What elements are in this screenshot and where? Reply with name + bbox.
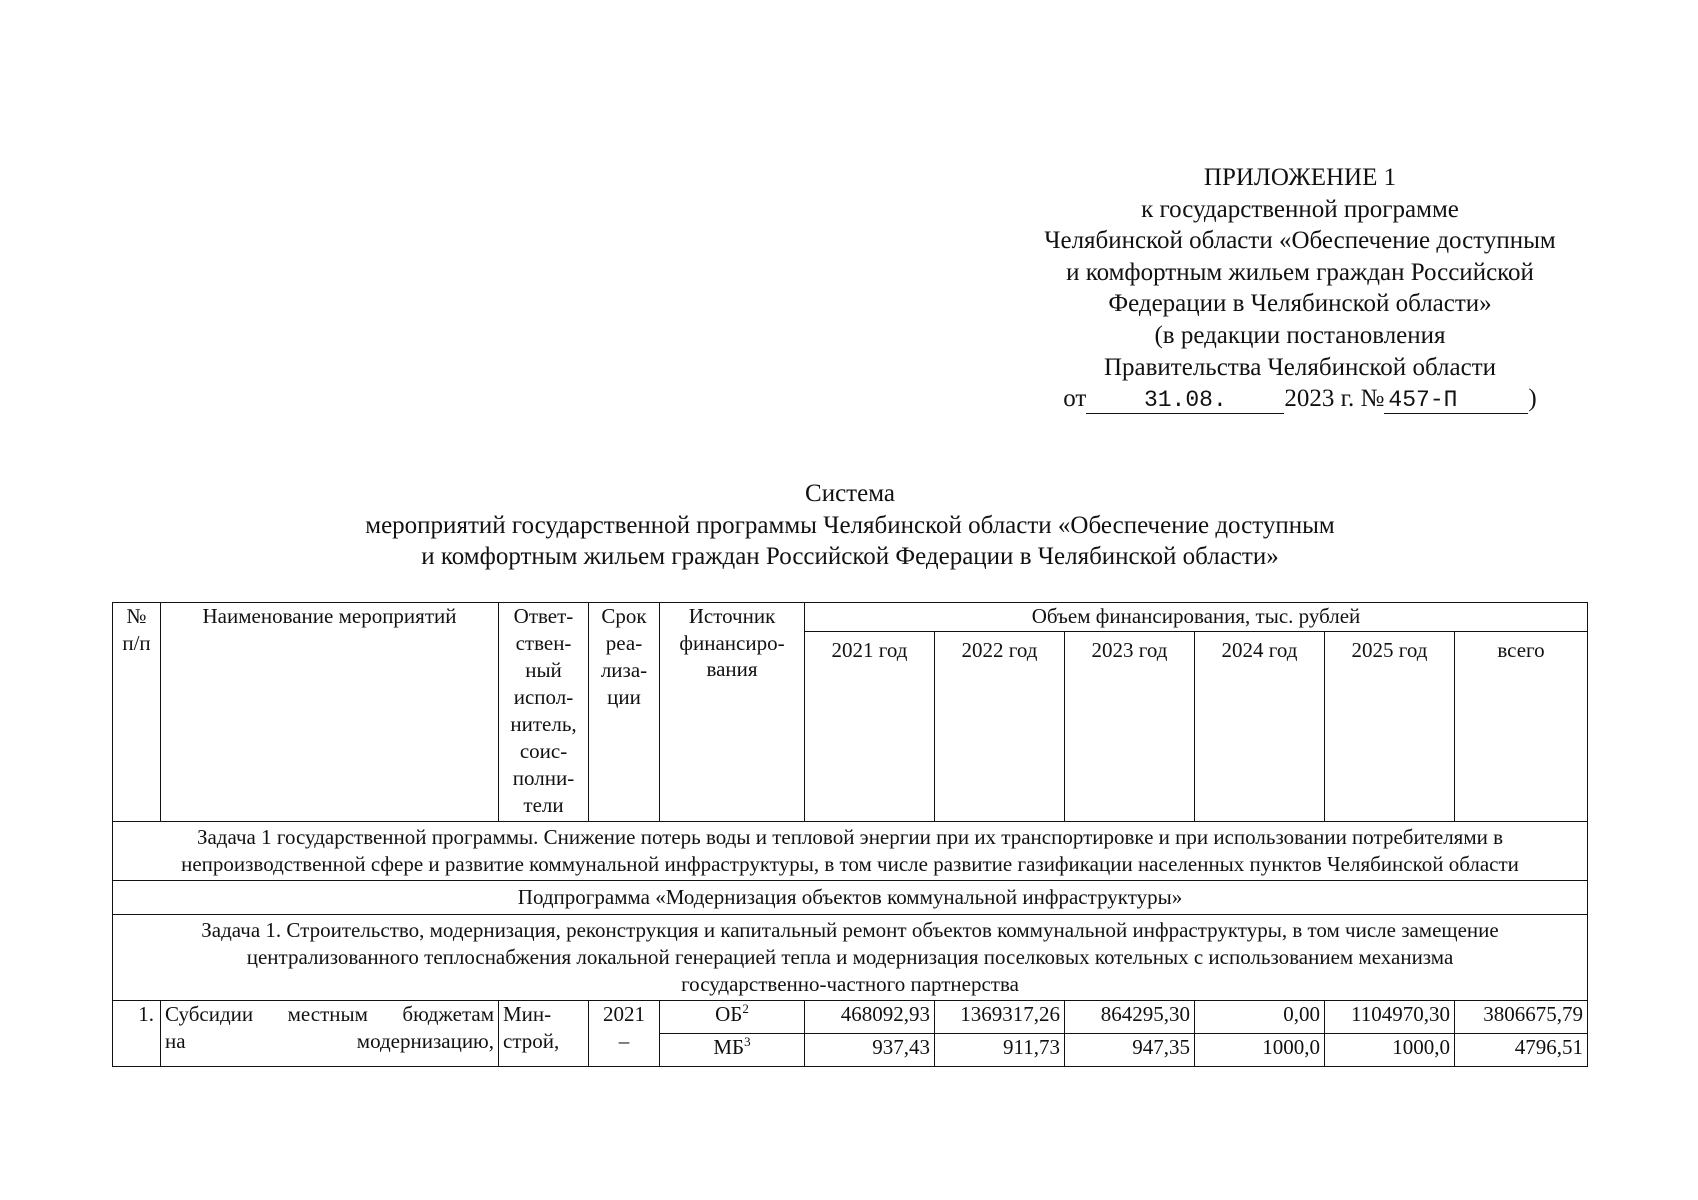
decree-number: 457-П (1384, 387, 1528, 414)
appendix-title: ПРИЛОЖЕНИЕ 1 (1203, 164, 1397, 191)
document-title (150, 478, 1550, 573)
ob-2023: 864295,30 (1065, 1001, 1195, 1034)
col-header-name: Наименование мероприятий (161, 603, 499, 822)
col-header-year-2024: 2024 год (1195, 632, 1325, 822)
measure-name: Субсидии местным бюджетам на модернизацию, (161, 1001, 499, 1067)
ob-2022: 1369317,26 (935, 1001, 1065, 1034)
appendix-line: Федерации в Челябинской области» (1108, 290, 1492, 318)
col-header-responsible: Ответ-ствен-ный испол-нитель, соис-полни-тели (499, 603, 589, 822)
col-header-year-2021: 2021 год (805, 632, 935, 822)
appendix-line: Челябинской области «Обеспечение доступным (1044, 227, 1556, 255)
responsible-executor: Мин- строй, (499, 1001, 589, 1067)
ob-total: 3806675,79 (1455, 1001, 1588, 1034)
table-row (113, 1001, 1588, 1034)
mb-total: 4796,51 (1455, 1034, 1588, 1067)
col-header-year-2023: 2023 год (1065, 632, 1195, 822)
subprogram-row (113, 881, 1588, 915)
appendix-line: и комфортным жильем граждан Российской (1066, 258, 1534, 286)
col-header-funding: Объем финансирования, тыс. рублей (805, 603, 1588, 632)
appendix-line: к государственной программе (1141, 195, 1459, 223)
col-header-num: № п/п (113, 603, 161, 822)
subprogram-title: Подпрограмма «Модернизация объектов коммунальной инфраструктуры» (113, 881, 1588, 915)
mb-2024: 1000,0 (1195, 1034, 1325, 1067)
appendix-line: Правительства Челябинской области (1103, 353, 1497, 381)
decree-date: 31.08. (1086, 387, 1284, 414)
implementation-term: 2021 – (589, 1001, 660, 1067)
col-header-source: Источник финансиро-вания (660, 603, 805, 822)
subprogram-task-1: Задача 1. Строительство, модернизация, реконструкция и капитальный ремонт объектов коммунальной инфраструктуры, в том числе замещение централизованного теплоснабжения локальной генерацией тепла и модернизация поселковых котельных с использованием механизма государственно-частного партнерства (113, 915, 1588, 1001)
col-header-year-2025: 2025 год (1325, 632, 1455, 822)
col-header-year-2022: 2022 год (935, 632, 1065, 822)
program-task-1: Задача 1 государственной программы. Снижение потерь воды и тепловой энергии при их транспортировке и при использовании потребителями в непроизводственной сфере и развитие коммунальной инфраструктуры, в том числе развитие газификации населенных пунктов Челябинской области (113, 822, 1588, 881)
title-line-2: мероприятий государственной программы Челябинской области «Обеспечение доступным (365, 511, 1335, 539)
from-label: от (1063, 385, 1087, 413)
decree-date-line (980, 383, 1620, 415)
mb-2021: 937,43 (805, 1034, 935, 1067)
col-header-term: Срок реа-лиза-ции (589, 603, 660, 822)
subprogram-task-row (113, 915, 1588, 1001)
header-row-1 (113, 603, 1588, 632)
row-number: 1. (113, 1001, 161, 1067)
program-task-row (113, 822, 1588, 881)
mb-2023: 947,35 (1065, 1034, 1195, 1067)
measures-table (112, 602, 1588, 1067)
col-header-total: всего (1455, 632, 1588, 822)
year-label: 2023 г. № (1284, 385, 1385, 413)
mb-2022: 911,73 (935, 1034, 1065, 1067)
appendix-line: (в редакции постановления (1154, 321, 1446, 349)
title-line-3: и комфортным жильем граждан Российской Федерации в Челябинской области» (421, 543, 1279, 570)
funding-source-mb: $МБ^3$ (660, 1034, 805, 1067)
funding-source-ob: $ОБ^2$ (660, 1001, 805, 1034)
close-paren: ) (1528, 385, 1537, 413)
ob-2025: 1104970,30 (1325, 1001, 1455, 1034)
title-line-1: Система (805, 480, 895, 507)
mb-2025: 1000,0 (1325, 1034, 1455, 1067)
ob-2024: 0,00 (1195, 1001, 1325, 1034)
appendix-header (980, 162, 1620, 415)
ob-2021: 468092,93 (805, 1001, 935, 1034)
